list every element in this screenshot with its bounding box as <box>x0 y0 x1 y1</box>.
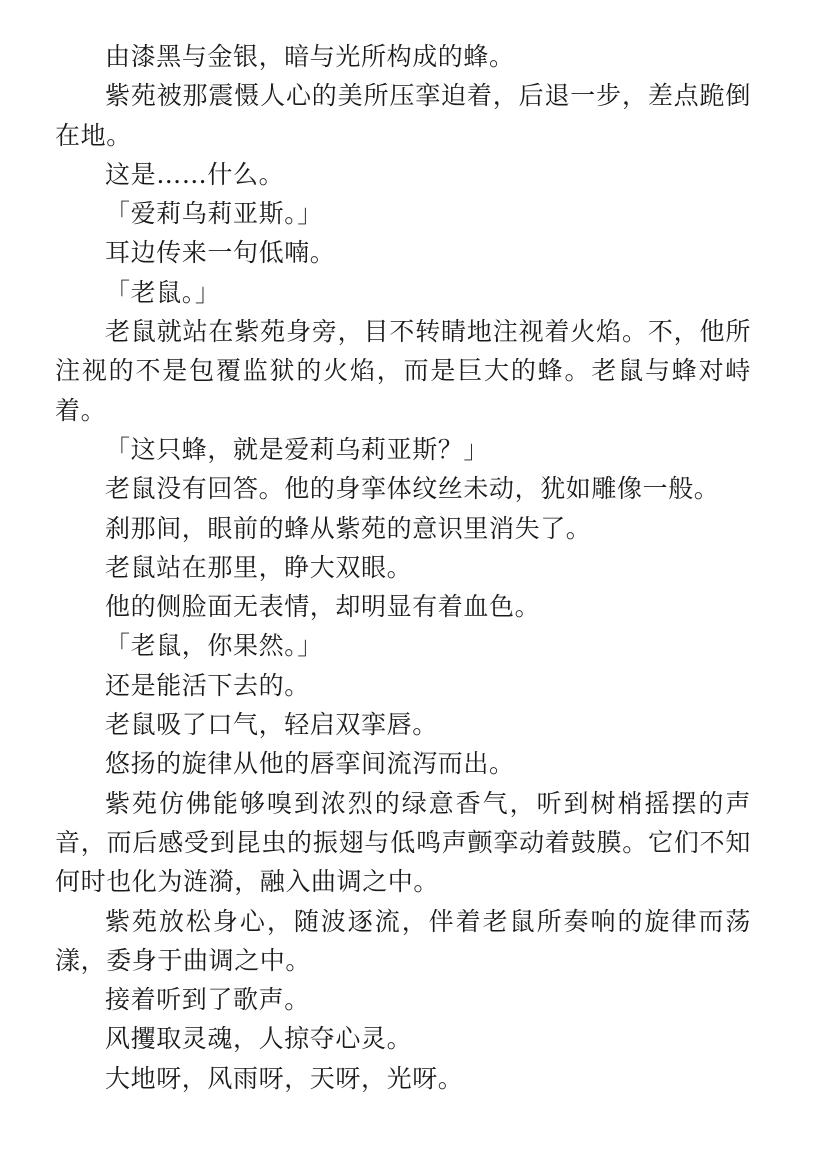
paragraph: 老鼠站在那里，睁大双眼。 <box>105 552 413 582</box>
page-body <box>55 37 751 1098</box>
paragraph: 还是能活下去的。 <box>105 670 310 700</box>
paragraph: 紫苑放松身心，随波逐流，伴着老鼠所奏响的旋律而荡漾，委身于曲调之中。 <box>55 906 751 975</box>
paragraph: 由漆黑与金银，暗与光所构成的蜂。 <box>105 42 515 71</box>
paragraph: 「老鼠。」 <box>105 277 221 307</box>
paragraph: 「老鼠，你果然。」 <box>105 631 323 661</box>
paragraph: 老鼠吸了口气，轻启双挛唇。 <box>105 710 438 740</box>
paragraph: 紫苑仿佛能够嗅到浓烈的绿意香气，听到树梢摇摆的声音，而后感受到昆虫的振翅与低鸣声颤挛动着鼓膜。它们不知何时也化为涟漪，融入曲调之中。 <box>55 788 751 897</box>
paragraph: 接着听到了歌声。 <box>105 985 310 1015</box>
paragraph: 风攫取灵魂，人掠夺心灵。 <box>105 1024 413 1054</box>
paragraph: 耳边传来一句低喃。 <box>105 238 336 268</box>
paragraph: 他的侧脸面无表情，却明显有着血色。 <box>105 592 541 622</box>
paragraph: 紫苑被那震慑人心的美所压挛迫着，后退一步，差点跪倒在地。 <box>55 81 751 150</box>
paragraph: 老鼠就站在紫苑身旁，目不转睛地注视着火焰。不，他所注视的不是包覆监狱的火焰，而是巨大的蜂。老鼠与蜂对峙着。 <box>55 317 751 425</box>
paragraph: 「爱莉乌莉亚斯。」 <box>105 199 323 229</box>
paragraph: 大地呀，风雨呀，天呀，光呀。 <box>105 1063 464 1093</box>
paragraph: 悠扬的旋律从他的唇挛间流泻而出。 <box>105 749 515 779</box>
paragraph: 刹那间，眼前的蜂从紫苑的意识里消失了。 <box>105 513 592 543</box>
paragraph: 「这只蜂，就是爱莉乌莉亚斯？」 <box>105 434 490 464</box>
paragraph: 老鼠没有回答。他的身挛体纹丝未动，犹如雕像一般。 <box>105 474 720 504</box>
paragraph: 这是……什么。 <box>105 159 285 189</box>
